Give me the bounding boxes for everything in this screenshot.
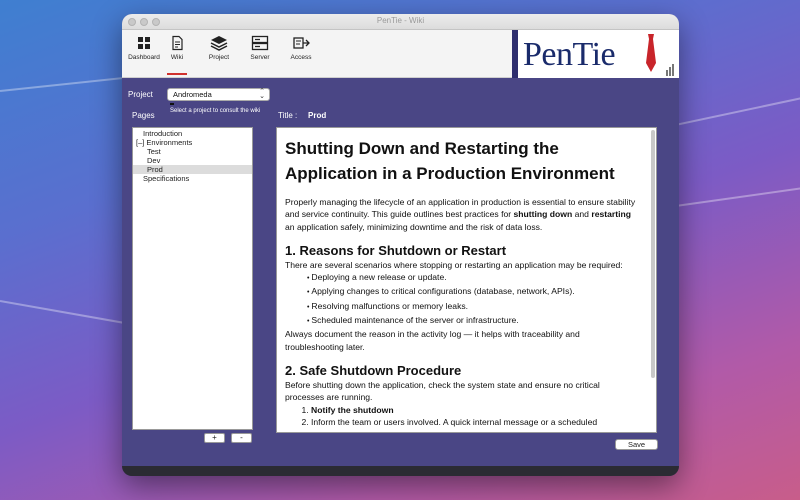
tie-icon (645, 34, 657, 72)
section-1-text: There are several scenarios where stopping or restarting an application may be required: (285, 259, 623, 270)
active-tab-indicator (167, 73, 187, 75)
list-item: • Applying changes to critical configurations (database, network, APIs). (307, 285, 640, 299)
list-item: 2. Inform the team or users involved. A quick internal message or a scheduled (311, 416, 640, 428)
pages-label: Pages (132, 111, 155, 120)
project-hint: Select a project to consult the wiki (170, 108, 261, 114)
section-2-heading: 2. Safe Shutdown Procedure (285, 362, 462, 378)
toolbar-wiki-label: Wiki (170, 54, 184, 61)
list-item: • Deploying a new release or update. (307, 271, 640, 285)
section-1-heading: 1. Reasons for Shutdown or Restart (285, 242, 507, 258)
desktop-wallpaper-streak (0, 76, 129, 92)
layers-icon (210, 35, 228, 51)
tree-item-introduction[interactable]: Introduction (143, 129, 183, 138)
tree-item-test[interactable]: Test (147, 147, 161, 156)
window-title: PenTie - Wiki (376, 16, 425, 25)
tree-item-prod[interactable]: Prod (133, 165, 252, 174)
remove-page-button[interactable]: - (231, 433, 252, 443)
wiki-content-view[interactable] (276, 127, 657, 433)
vertical-scrollbar[interactable] (651, 130, 655, 378)
dashboard-icon (136, 35, 152, 51)
server-icon (251, 35, 269, 51)
bottom-status-strip (122, 466, 679, 476)
add-page-button[interactable]: + (204, 433, 225, 443)
document-icon (169, 35, 185, 51)
select-arrows-icon: ⌃ ⌄ (259, 88, 265, 100)
app-window (122, 14, 679, 476)
tooltip-caret (170, 103, 174, 105)
title-label: Title : (278, 111, 298, 120)
toolbar-access-button[interactable] (279, 33, 323, 75)
toolbar-project-label: Project (208, 54, 230, 61)
doc-intro: Properly managing the lifecycle of an application in production is essential to ensure stability and service continuity. This guide outlines best practices for shutting down and restarting an application safely, minimizing downtime and the risk of data loss. (285, 197, 636, 232)
toolbar-server-label: Server (250, 54, 270, 61)
title-value: Prod (308, 111, 327, 120)
toolbar-server-button[interactable] (238, 33, 282, 75)
doc-heading: Shutting Down and Restarting the Application in a Production Environment (285, 139, 615, 183)
access-icon (292, 35, 310, 51)
logo-text: PenTie (523, 36, 616, 73)
bar-graph-icon (666, 58, 675, 76)
project-select[interactable] (167, 88, 270, 101)
section-1-list (285, 271, 640, 328)
tree-item-environments[interactable]: [–] Environments (136, 138, 193, 147)
tree-item-specifications[interactable]: Specifications (143, 174, 190, 183)
pages-tree (132, 127, 253, 430)
save-button[interactable]: Save (615, 439, 658, 450)
section-2-steps (285, 404, 640, 429)
pentie-logo (512, 30, 679, 78)
list-item: • Scheduled maintenance of the server or infrastructure. (307, 314, 640, 328)
toolbar-dashboard-label: Dashboard (128, 54, 160, 61)
project-select-value: Andromeda (173, 90, 212, 99)
section-2-text: Before shutting down the application, check the system state and ensure no critical processes are running. (285, 379, 600, 403)
tree-item-dev[interactable]: Dev (147, 156, 161, 165)
toolbar-access-label: Access (290, 54, 312, 61)
toolbar-wiki-button[interactable] (155, 33, 199, 75)
desktop-wallpaper-streak (0, 300, 138, 326)
toolbar (122, 30, 679, 78)
title-bar (122, 14, 679, 30)
project-label: Project (128, 90, 153, 99)
toolbar-project-button[interactable] (197, 33, 241, 75)
list-item: • Resolving malfunctions or memory leaks. (307, 300, 640, 314)
main-content (122, 79, 679, 466)
section-1-note: Always document the reason in the activity log — it helps with traceability and troubleshooting later. (285, 329, 580, 352)
list-item: 1. Notify the shutdown (311, 404, 640, 416)
